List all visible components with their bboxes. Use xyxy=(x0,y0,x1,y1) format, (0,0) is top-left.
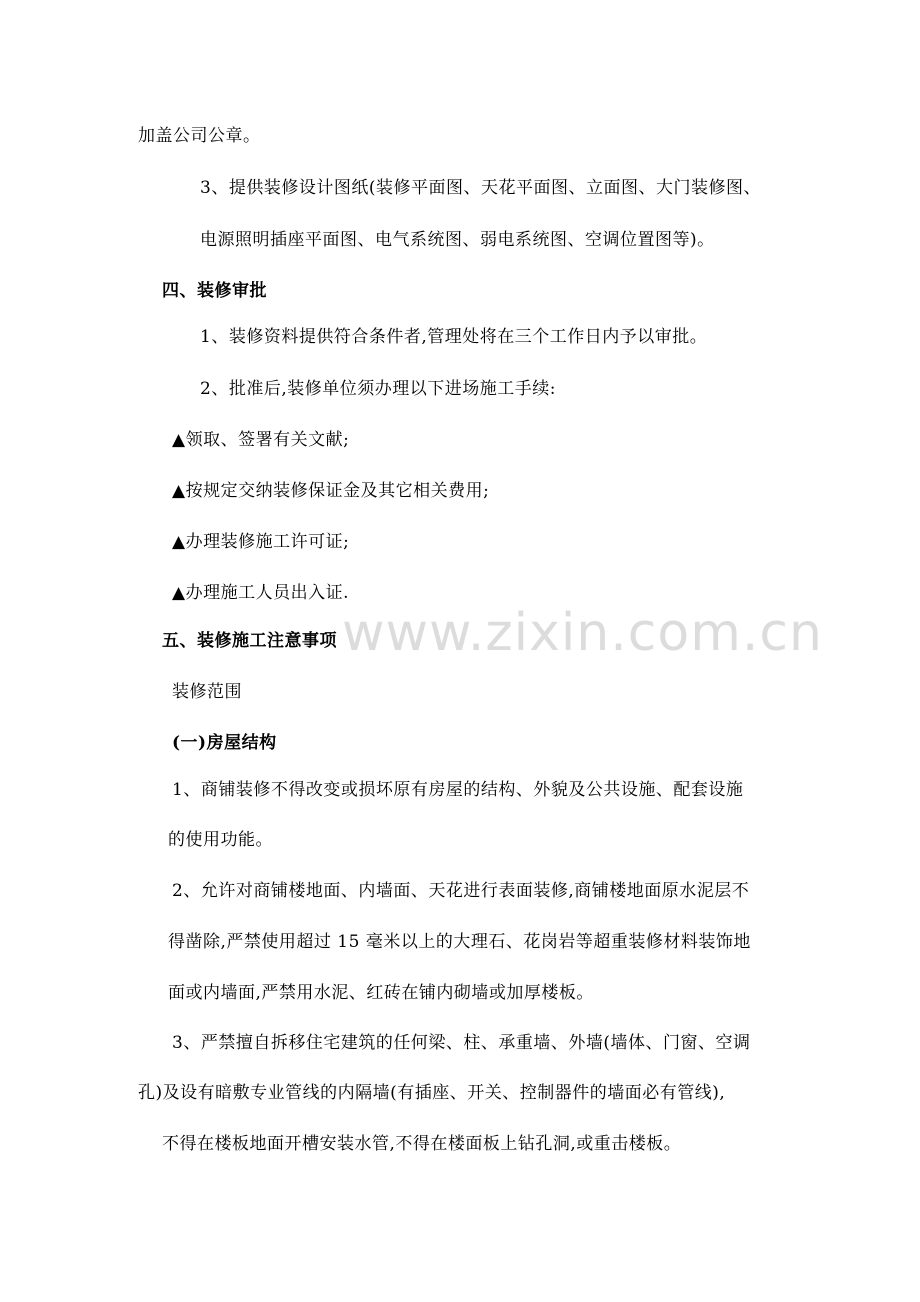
bullet-item: ▲办理装修施工许可证; xyxy=(172,532,350,552)
paragraph-line: 加盖公司公章。 xyxy=(138,126,261,146)
paragraph-line: 不得在楼板地面开槽安装水管,不得在楼面板上钻孔洞,或重击楼板。 xyxy=(162,1134,682,1154)
list-item: 1、装修资料提供符合条件者,管理处将在三个工作日内予以审批。 xyxy=(200,327,708,347)
paragraph-line: 面或内墙面,严禁用水泥、红砖在铺内砌墙或加厚楼板。 xyxy=(168,983,594,1003)
bullet-item: ▲领取、签署有关文献; xyxy=(172,430,350,450)
bullet-item: ▲办理施工人员出入证. xyxy=(172,583,349,603)
list-item: 3、严禁擅自拆移住宅建筑的任何梁、柱、承重墙、外墙(墙体、门窗、空调 xyxy=(172,1033,751,1053)
paragraph-line: 的使用功能。 xyxy=(168,830,273,850)
section-heading: 四、装修审批 xyxy=(162,281,267,301)
paragraph-line: 孔)及设有暗敷专业管线的内隔墙(有插座、开关、控制器件的墙面必有管线), xyxy=(138,1083,726,1103)
list-item: 3、提供装修设计图纸(装修平面图、天花平面图、立面图、大门装修图、 xyxy=(200,178,761,198)
subsection-heading: (一)房屋结构 xyxy=(172,733,277,753)
watermark: www.zixin.com.cn xyxy=(342,603,823,663)
bullet-item: ▲按规定交纳装修保证金及其它相关费用; xyxy=(172,481,490,501)
paragraph-line: 得凿除,严禁使用超过 15 毫米以上的大理石、花岗岩等超重装修材料装饰地 xyxy=(168,932,751,952)
list-item: 2、批准后,装修单位须办理以下进场施工手续: xyxy=(200,379,556,399)
paragraph-line: 电源照明插座平面图、电气系统图、弱电系统图、空调位置图等)。 xyxy=(200,230,715,250)
list-item: 1、商铺装修不得改变或损坏原有房屋的结构、外貌及公共设施、配套设施 xyxy=(172,780,744,800)
list-item: 2、允许对商铺楼地面、内墙面、天花进行表面装修,商铺楼地面原水泥层不 xyxy=(172,881,750,901)
subheading: 装修范围 xyxy=(172,682,242,702)
section-heading: 五、装修施工注意事项 xyxy=(162,631,337,651)
